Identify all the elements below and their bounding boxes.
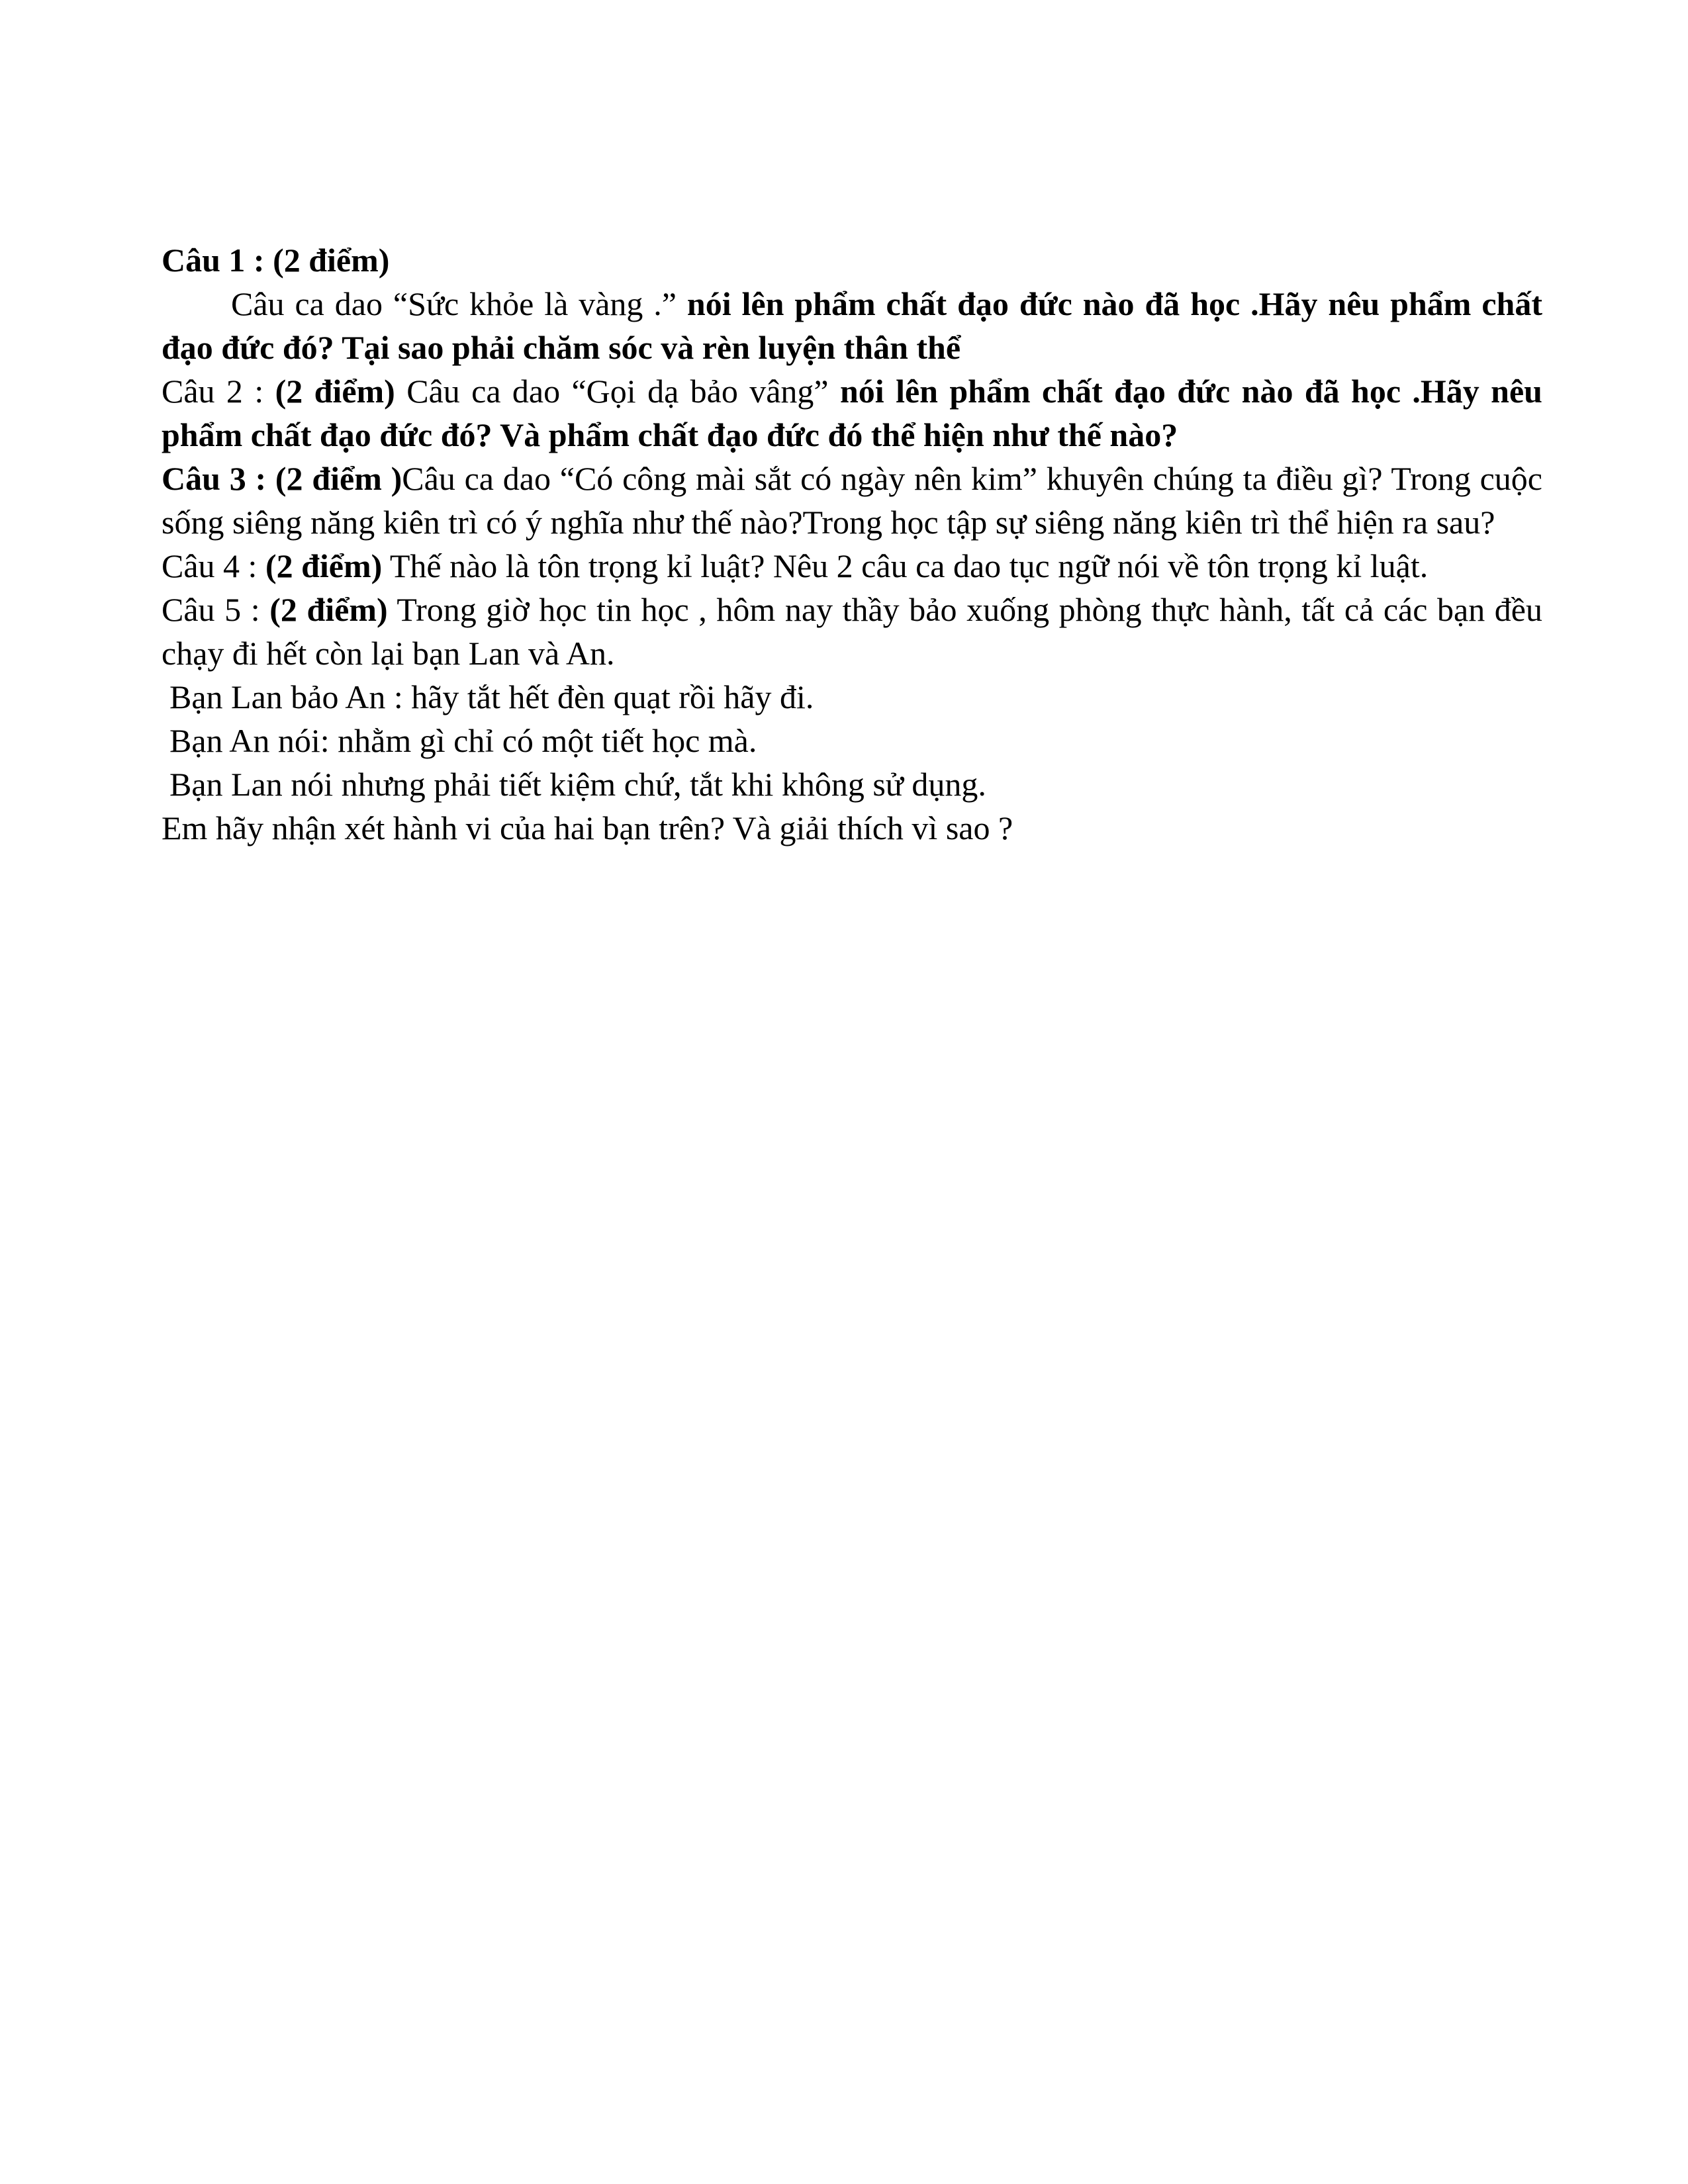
question-4-text: Thế nào là tôn trọng kỉ luật? Nêu 2 câu ca dao tục ngữ nói về tôn trọng kỉ luật.	[382, 547, 1429, 584]
question-3	[162, 457, 1542, 544]
question-3-text: Câu ca dao “Có công mài sắt có ngày nên kim” khuyên chúng ta điều gì? Trong cuộc sống siêng năng kiên trì có ý nghĩa như thế nào?Trong học tập sự siêng năng kiên trì thể hiện ra sau?	[162, 460, 1542, 541]
question-3-label: Câu 3 : (2 điểm )	[162, 460, 402, 497]
question-2-text: Câu ca dao “Gọi dạ bảo vâng”	[395, 373, 840, 410]
question-5-label: Câu 5 :	[162, 591, 270, 628]
question-1-text: Câu ca dao “Sức khỏe là vàng .”	[231, 285, 687, 322]
question-1-heading-text: Câu 1 : (2 điểm)	[162, 242, 390, 279]
question-5-points: (2 điểm)	[269, 591, 388, 628]
question-1-heading	[162, 238, 1542, 282]
question-1-bold-text: nói lên phẩm chất đạo đức nào đã học .Hãy nêu phẩm chất đạo đức đó? Tại sao phải chăm sóc và rèn luyện thân thể	[162, 285, 1542, 366]
document-body	[162, 238, 1542, 850]
question-2-points: (2 điểm)	[275, 373, 395, 410]
question-5	[162, 588, 1542, 675]
question-4-label: Câu 4 :	[162, 547, 265, 584]
question-2-bold-text: nói lên phẩm chất đạo đức nào đã học .Hãy nêu phẩm chất đạo đức đó? Và phẩm chất đạo đức đó thể hiện như thế nào?	[162, 373, 1542, 453]
question-5-text: Trong giờ học tin học , hôm nay thầy bảo xuống phòng thực hành, tất cả các bạn đều chạy đi hết còn lại bạn Lan và An.	[162, 591, 1543, 672]
question-2-label: Câu 2 :	[162, 373, 275, 410]
question-5-prompt: Em hãy nhận xét hành vi của hai bạn trên? Và giải thích vì sao ?	[162, 809, 1013, 846]
question-4-points: (2 điểm)	[265, 547, 383, 584]
question-5-dialogue-3: Bạn Lan nói nhưng phải tiết kiệm chứ, tắt khi không sử dụng.	[169, 766, 986, 803]
question-2	[162, 369, 1542, 457]
question-5-dialogue-1: Bạn Lan bảo An : hãy tắt hết đèn quạt rồi hãy đi.	[169, 678, 814, 715]
question-1-body	[162, 282, 1542, 369]
question-5-dialogue-2: Bạn An nói: nhằm gì chỉ có một tiết học mà.	[169, 722, 757, 759]
question-4	[162, 544, 1542, 588]
